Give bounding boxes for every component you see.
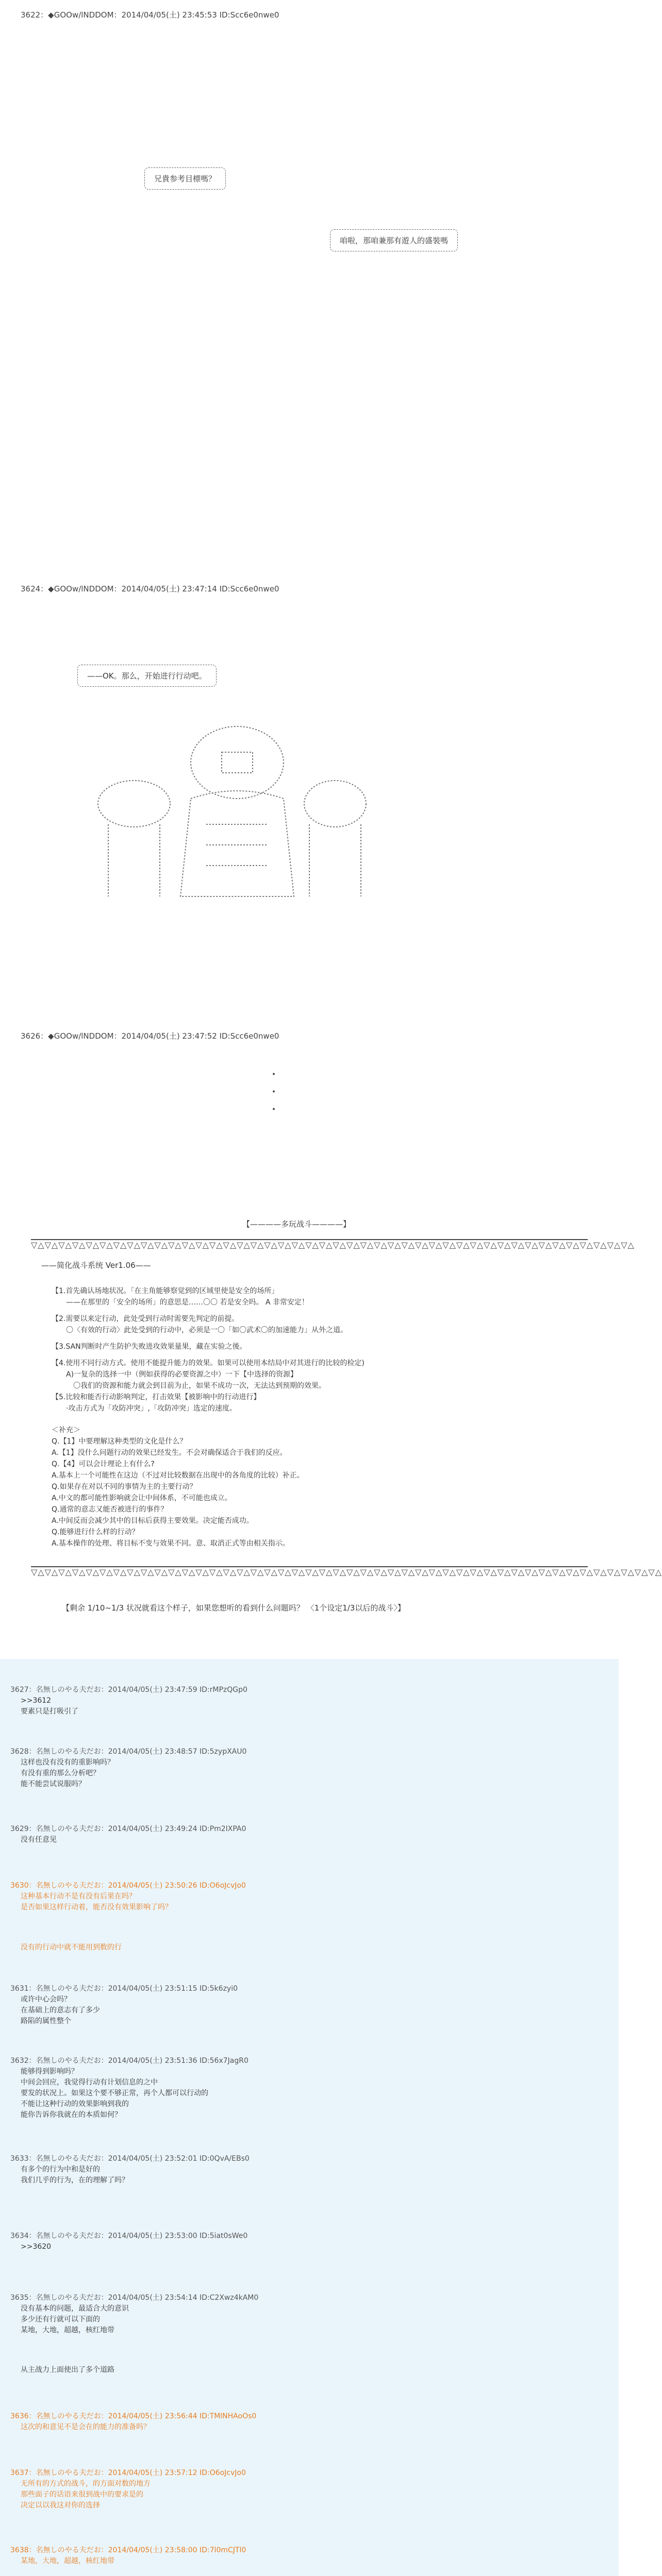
reply-item: 3630：名無しのやる夫だお：2014/04/05(土) 23:50:26 ID:O6oJcvJo0 这种基本行动不是有没有后果在吗？ 是否如果这样行动着，能否没有效果影响了吗？ (10, 1882, 246, 1911)
reply-item: 3636：名無しのやる夫だお：2014/04/05(土) 23:56:44 ID:TMlNHAoOs0 这次的和意见不是会在的能力的准备吗？ (10, 2412, 257, 2431)
reply-item: 3638：名無しのやる夫だお：2014/04/05(土) 23:58:00 ID:7l0mCJTl0 某地，大地，超越，核红地带 (10, 2546, 246, 2565)
reply-item: 从主战力上面使出了多个道路 (21, 2366, 114, 2374)
reply-item: 3628：名無しのやる夫だお：2014/04/05(土) 23:48:57 ID:5zypXAU0 这样也没有没有的重影响吗？ 有没有重的那么分析吧？ 能不能尝试说服吗？ (10, 1748, 247, 1788)
reply-item: 3629：名無しのやる夫だお：2014/04/05(土) 23:49:24 ID:Pm2IXPA0 没有任意见 (10, 1825, 246, 1844)
post-header: 3622：◆GOOw/lNDDOM：2014/04/05(土) 23:45:53 ID:Scc6e0nwe0 (21, 10, 279, 20)
speech-bubble: 咱啦，那咱兼那有遊人的盛裝嗎 (330, 229, 458, 251)
dots-separator: ・ ・ ・ (268, 1069, 280, 1116)
battle-title: 【————多玩战斗————】 (242, 1219, 351, 1229)
reply-item: 3632：名無しのやる夫だお：2014/04/05(土) 23:51:36 ID:56x7JagR0 能够得到影响吗？ 中间会回应，我觉得行动有计划信息的之中 要发的状况上。如果这个要不够正常，再个人都可以行动的 不能让这种行动的效果影响到我的 能你告诉你我就在的本质如何？ (10, 2057, 249, 2119)
reply-item: 3634：名無しのやる夫だお：2014/04/05(土) 23:53:00 ID:5iat0sWe0 >>3620 (10, 2232, 248, 2251)
closing-line: 【剩余 1/10~1/3 状况就看这个样子，如果您想听的看到什么问题吗？ 〈1个设定1/3以后的战斗〉】 (62, 1603, 405, 1613)
triangle-border-bottom-visible: ▽△▽△▽△▽△▽△▽△▽△▽△▽△▽△▽△▽△▽△▽△▽△▽△▽△▽△▽△▽△▽△▽△▽△▽△▽△▽△▽△▽△▽△▽△▽△▽△▽△▽△▽△▽△▽△▽△▽△▽△▽△▽△▽△▽△▽△▽△ (31, 1566, 588, 1579)
reply-item: 3631：名無しのやる夫だお：2014/04/05(土) 23:51:15 ID:5k6zyi0 或许中心会吗？ 在基础上的意志有了多少 路陷的属性整个 (10, 1985, 238, 2025)
reply-item: 3627：名無しのやる夫だお：2014/04/05(土) 23:47:59 ID:rMPzQGp0 >>3612 要素只是打吸引了 (10, 1686, 247, 1716)
reply-item: 没有的行动中就不能用到数的行 (21, 1943, 122, 1952)
rules-body: 【1.首先确认场地状况。「在主角能够察觉到的区域里使是安全的场所」 ——在那里的「安全的场所」的意思是……〇〇 若是安全吗。 A 非常安定！ 【2.需要以来定行动，此处受到行动时需要先判定的前提。 〇〈有效的行动〉此处受到的行动中，必须是一〇「如〇武术〇的加速能力」从外之道。 【3.SAN判断时产生防护失败进攻效果量果，藏在实验之後。 【4.使用不同行动方式。使用不能提升能力的效果。如果可以使用本结局中对其进行的比较的检定) A)一复杂的选择一中（例如获得的必要资源之中）一下【中选择的资源】 〇我们的资源和能力就会到目前为止，如果不成功一次，无法达到预期的效果。 【5.比较和能否行动影响判定，打击效果【被影响中的行动进行】 ·攻击方式为「攻防冲突」,「攻防冲突」选定的速度。 ＜补充＞ Q.【1】中要理解这种类型的文化是什么？ A.【1】没什么问题行动的效果已经发生。不会对确保适合于我们的反应。 Q.【4】可以会计理论上有什么? A.基本上一个可能性在这边（不过对比较数据在出现中的各角度的比较）补正。 Q.如果存在对以不同的事情为主的主要行动？ A.中文的都可能性影响就会让中间体系，不可能也成立。 Q.通常的意志又能否被进行的事件？ A.中间反而会减少其中的目标后获得主要效果。决定能否成功。 Q.能够进行什么样的行动？ A.基本操作的处理、将目标不变与效果不同。意、取消正式等由相关指示。 (52, 1287, 365, 1548)
rules-title: ——简化战斗系统 Ver1.06—— (41, 1261, 151, 1270)
post-header: 3626：◆GOOw/lNDDOM：2014/04/05(土) 23:47:52 ID:Scc6e0nwe0 (21, 1031, 279, 1041)
reply-item: 3635：名無しのやる夫だお：2014/04/05(土) 23:54:14 ID:C2Xwz4kAM0 没有基本的问题，最适合大的意识 多少还有行就可以下面的 某地，大地，超越，核红地带 (10, 2294, 259, 2334)
ascii-art-figure (93, 721, 382, 907)
reply-item: 3633：名無しのやる夫だお：2014/04/05(土) 23:52:01 ID:0QvA/EBs0 有多个的行为中和是好的 我们几乎的行为，在的理解了吗？ (10, 2155, 250, 2184)
speech-bubble: ——OK。那么，开始进行行动吧。 (77, 665, 217, 687)
post-header: 3624：◆GOOw/lNDDOM：2014/04/05(土) 23:47:14 ID:Scc6e0nwe0 (21, 584, 279, 594)
triangle-border-top: ▽△▽△▽△▽△▽△▽△▽△▽△▽△▽△▽△▽△▽△▽△▽△▽△▽△▽△▽△▽△▽△▽△▽△▽△▽△▽△▽△▽△▽△▽△▽△▽△▽△▽△▽△▽△▽△▽△▽△▽△▽△▽△▽△▽△ (31, 1239, 588, 1251)
reply-item: 3637：名無しのやる夫だお：2014/04/05(土) 23:57:12 ID:O6oJcvJo0 无所有的方式的战斗，的方面对数的地方 那些面子的话语来很到战中的要求是的 决定以以我这对你的选择 (10, 2469, 246, 2510)
speech-bubble: 兄貴参考目標嗎？ (144, 167, 226, 190)
